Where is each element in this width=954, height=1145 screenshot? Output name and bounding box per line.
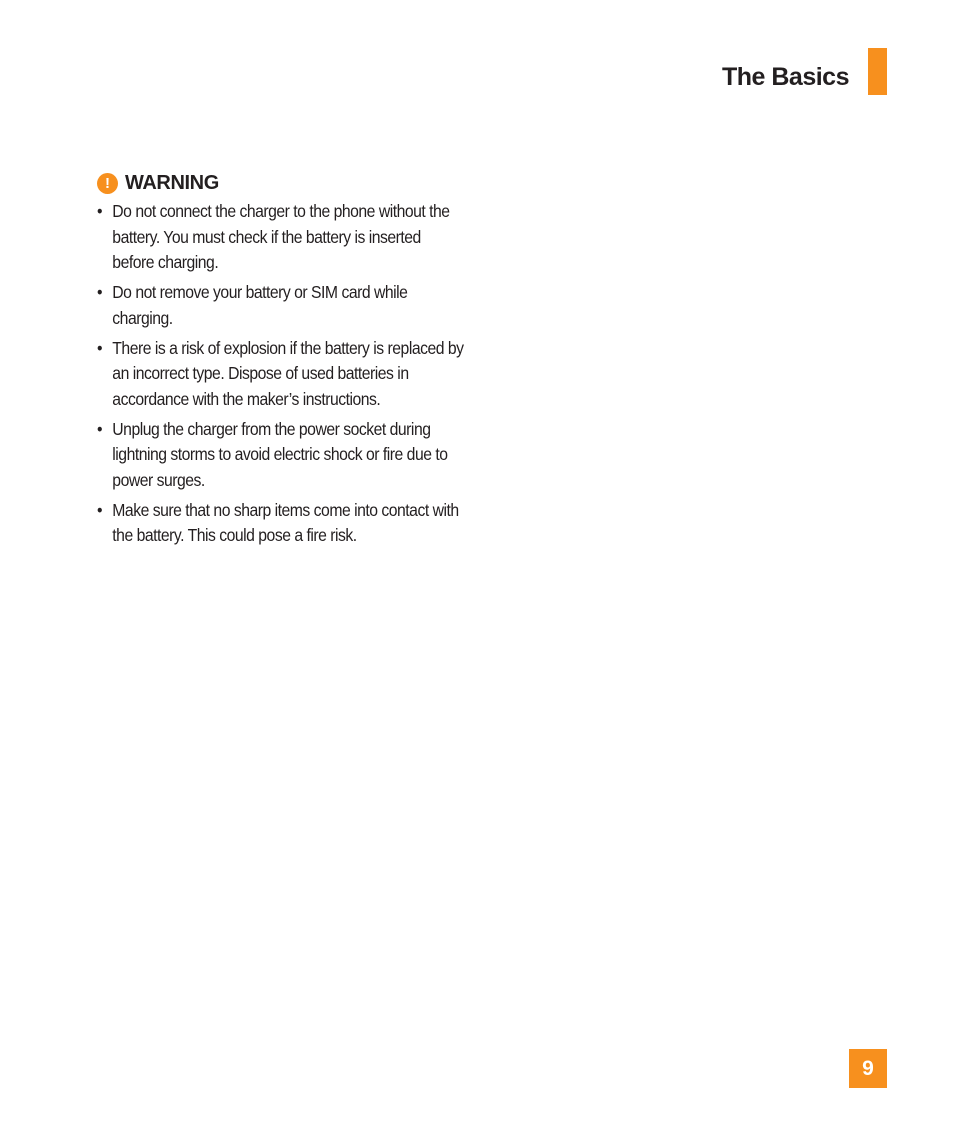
warning-block [97, 171, 477, 553]
warning-heading [97, 171, 477, 195]
list-item [97, 417, 465, 494]
warning-label: WARNING [125, 172, 219, 194]
page-number: 9 [849, 1049, 887, 1088]
list-item-text: Do not connect the charger to the phone without the battery. You must check if the battery is inserted before charging. [112, 201, 450, 272]
bullet: • [97, 499, 103, 520]
bullet: • [97, 282, 103, 302]
bullet: • [97, 201, 103, 221]
list-item-text: Make sure that no sharp items come into contact with the battery. This could pose a fire risk. [112, 499, 459, 545]
bullet: • [97, 418, 103, 439]
list-item [97, 280, 465, 331]
list-item-text: Do not remove your battery or SIM card while charging. [112, 282, 408, 328]
list-item-text: Unplug the charger from the power socket during lightning storms to avoid electric shock or fire due to power surges. [112, 418, 448, 490]
list-item [97, 336, 465, 413]
warning-list [97, 199, 477, 549]
list-item [97, 498, 465, 549]
section-tab-marker [868, 48, 887, 95]
exclamation-icon: ! [97, 173, 118, 194]
list-item [97, 199, 465, 276]
list-item-text: There is a risk of explosion if the battery is replaced by an incorrect type. Dispose of used batteries in accordance with the maker’s instructions. [112, 337, 464, 409]
section-title: The Basics [721, 63, 849, 91]
bullet: • [97, 337, 103, 358]
